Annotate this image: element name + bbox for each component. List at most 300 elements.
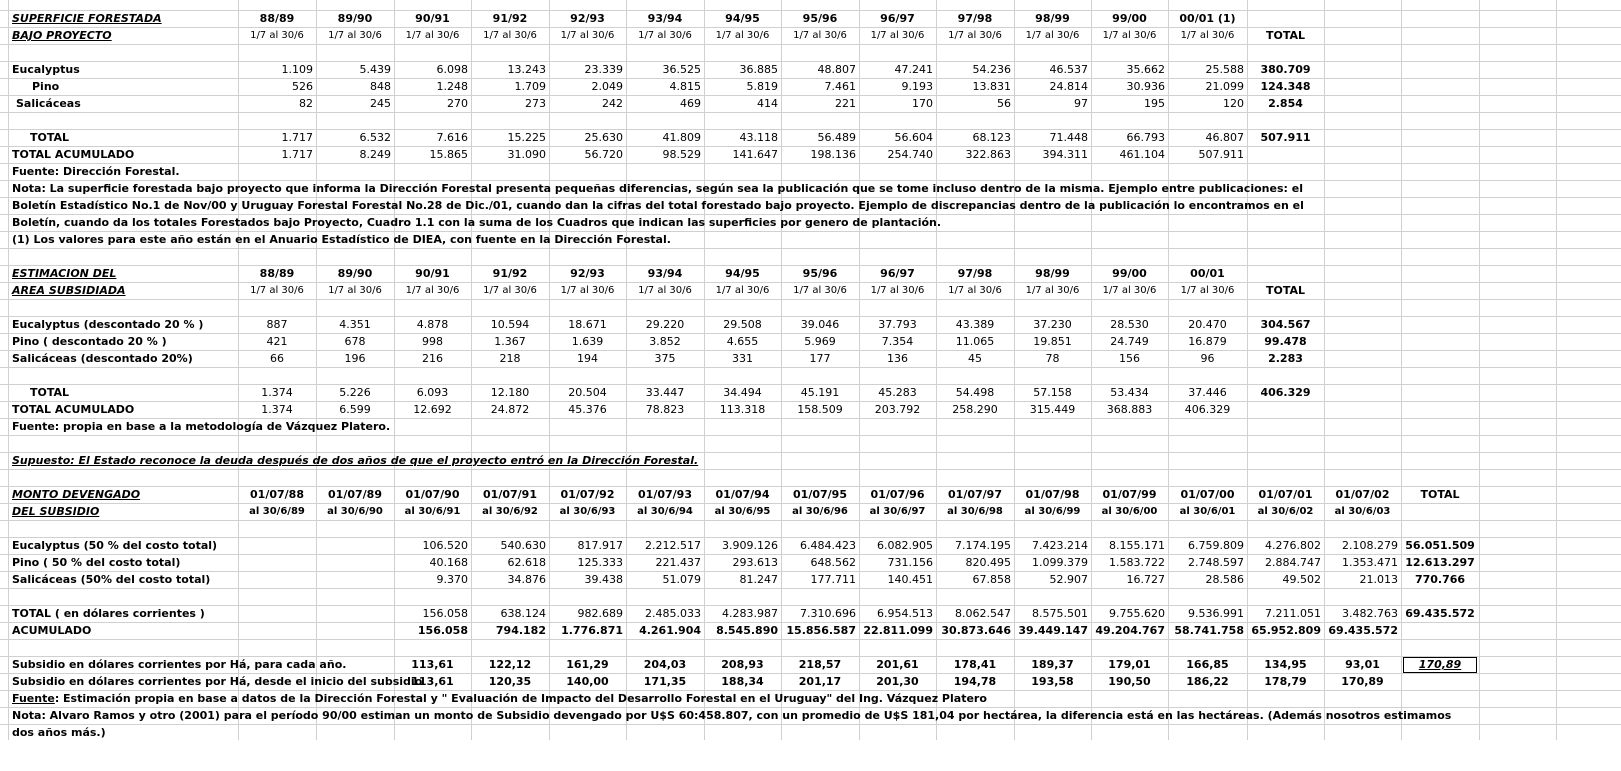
section1-cell: 48.807 (817, 63, 856, 76)
section3-from-header: 01/07/90 (405, 488, 460, 501)
section2-total-header: TOTAL (1265, 284, 1306, 297)
section1-row-total: 507.911 (1260, 131, 1311, 144)
section1-cell: 461.104 (1119, 148, 1165, 161)
section1-row-total: 2.854 (1268, 97, 1303, 110)
section2-row-total: 406.329 (1260, 386, 1311, 399)
section1-cell: 120 (1223, 97, 1244, 110)
section3-subsidy-cell: 166,85 (1186, 658, 1229, 671)
section1-cell: 198.136 (810, 148, 856, 161)
section1-cell: 54.236 (972, 63, 1011, 76)
section3-cell: 7.423.214 (1032, 539, 1088, 552)
section1-cell: 245 (370, 97, 391, 110)
section2-cell: 37.793 (878, 318, 917, 331)
section2-cell: 33.447 (645, 386, 685, 399)
section3-cell: 40.168 (429, 556, 468, 569)
section1-row-label: TOTAL (30, 131, 70, 144)
section2-row-label: Salicáceas (descontado 20%) (12, 352, 193, 365)
section2-cell: 158.509 (797, 403, 843, 416)
section1-year-header: 99/00 (1112, 12, 1147, 25)
section2-cell: 1.374 (261, 403, 293, 416)
section3-cell: 638.124 (500, 607, 546, 620)
section2-period: 1/7 al 30/6 (1180, 285, 1235, 296)
section3-cell: 22.811.099 (863, 624, 933, 637)
section3-subsidy-label: Subsidio en dólares corrientes por Há, desde el inicio del subsidio (12, 675, 423, 688)
section2-period: 1/7 al 30/6 (870, 285, 925, 296)
section3-cell: 982.689 (577, 607, 623, 620)
section2-cell: 368.883 (1106, 403, 1153, 416)
section1-year-header: 88/89 (259, 12, 295, 25)
section2-cell: 216 (422, 352, 443, 365)
section3-subsidy-cell: 201,30 (876, 675, 919, 688)
section3-cell: 51.079 (662, 573, 701, 586)
section3-from-header: 01/07/89 (328, 488, 382, 501)
section3-from-header: 01/07/96 (870, 488, 925, 501)
section1-period: 1/7 al 30/6 (715, 30, 770, 41)
section1-cell: 43.118 (739, 131, 778, 144)
section1-period: 1/7 al 30/6 (250, 30, 304, 41)
section2-cell: 5.226 (339, 386, 371, 399)
section3-row-label: Eucalyptus (50 % del costo total) (12, 539, 218, 552)
section1-cell: 322.863 (965, 148, 1011, 161)
section2-cell: 39.046 (800, 318, 840, 331)
section2-cell: 45.283 (878, 386, 917, 399)
section2-cell: 11.065 (955, 335, 995, 348)
section3-cell: 67.858 (972, 573, 1011, 586)
section3-cell: 49.204.767 (1095, 624, 1165, 637)
section1-year-header: 98/99 (1035, 12, 1070, 25)
section3-cell: 39.449.147 (1018, 624, 1088, 637)
section1-cell: 507.911 (1198, 148, 1244, 161)
section1-cell: 13.243 (507, 63, 546, 76)
section2-cell: 156 (1119, 352, 1140, 365)
section2-cell: 16.879 (1188, 335, 1227, 348)
section2-cell: 78.823 (645, 403, 685, 416)
section2-cell: 315.449 (1029, 403, 1076, 416)
section3-cell: 1.099.379 (1032, 556, 1088, 569)
section3-cell: 140.451 (887, 573, 933, 586)
section1-cell: 68.123 (972, 131, 1011, 144)
section2-row-label: TOTAL (30, 386, 70, 399)
section1-cell: 13.831 (972, 80, 1011, 93)
section1-cell: 25.588 (1205, 63, 1244, 76)
section2-row-total: 2.283 (1268, 352, 1303, 365)
section1-cell: 195 (1144, 97, 1165, 110)
section1-note: Nota: La superficie forestada bajo proyecto que informa la Dirección Forestal presenta pequeñas diferencias, según sea la publicación que se tome incluso dentro de la misma. Ejemplo entre publicaciones: el (12, 182, 1303, 195)
section1-year-header: 96/97 (880, 12, 915, 25)
section1-period: 1/7 al 30/6 (1025, 30, 1080, 41)
section2-cell: 28.530 (1110, 318, 1149, 331)
section3-subsidy-cell: 170,89 (1341, 675, 1384, 688)
section2-title: ESTIMACION DEL (12, 267, 117, 280)
section2-source: Fuente: propia en base a la metodología de Vázquez Platero. (12, 420, 391, 433)
section3-cell: 293.613 (732, 556, 778, 569)
section1-cell: 31.090 (507, 148, 546, 161)
section1-cell: 414 (757, 97, 778, 110)
section2-cell: 37.230 (1033, 318, 1072, 331)
section3-from-header: 01/07/93 (638, 488, 692, 501)
section2-cell: 678 (344, 335, 366, 348)
section3-cell: 52.907 (1049, 573, 1088, 586)
section1-row-label: Eucalyptus (12, 63, 80, 76)
section2-year-header: 88/89 (259, 267, 295, 280)
section3-cell: 2.748.597 (1188, 556, 1244, 569)
section2-year-header: 99/00 (1112, 267, 1147, 280)
section1-cell: 1.109 (281, 63, 313, 76)
section2-cell: 34.494 (723, 386, 762, 399)
section2-cell: 887 (266, 318, 288, 331)
section2-cell: 6.093 (416, 386, 449, 399)
section3-cell: 6.484.423 (800, 539, 856, 552)
section1-cell: 141.647 (732, 148, 778, 161)
section3-subsidy-cell: 194,78 (953, 675, 997, 688)
section3-cell: 9.755.620 (1109, 607, 1165, 620)
section3-row-total: 770.766 (1414, 573, 1466, 586)
section3-cell: 3.482.763 (1342, 607, 1398, 620)
section1-cell: 1.717 (281, 131, 313, 144)
section1-note: Boletín, cuando da los totales Forestados bajo Proyecto, Cuadro 1.1 con la suma de los Cuadros que indican las superficies por genero de plantación. (12, 216, 942, 229)
section2-year-header: 89/90 (337, 267, 373, 280)
section2-cell: 203.792 (874, 403, 921, 416)
section3-to-header: al 30/6/00 (1101, 506, 1158, 517)
section3-subsidy-label: Subsidio en dólares corrientes por Há, para cada año. (12, 658, 347, 671)
section2-cell: 7.354 (881, 335, 914, 348)
section1-cell: 254.740 (887, 148, 933, 161)
section3-cell: 3.909.126 (722, 539, 778, 552)
section3-cell: 9.536.991 (1188, 607, 1244, 620)
section3-cell: 817.917 (577, 539, 623, 552)
section3-from-header: 01/07/99 (1102, 488, 1157, 501)
section1-cell: 8.249 (359, 148, 391, 161)
section1-cell: 1.248 (436, 80, 468, 93)
section2-cell: 57.158 (1033, 386, 1072, 399)
section2-cell: 218 (499, 352, 521, 365)
section3-subsidy-cell: 161,29 (566, 658, 609, 671)
section1-cell: 848 (370, 80, 391, 93)
section2-cell: 45.191 (800, 386, 840, 399)
section1-period: 1/7 al 30/6 (560, 30, 615, 41)
section1-period: 1/7 al 30/6 (948, 30, 1002, 41)
section2-cell: 53.434 (1110, 386, 1149, 399)
section1-period: 1/7 al 30/6 (328, 30, 382, 41)
section3-cell: 39.438 (584, 573, 623, 586)
section3-from-header: 01/07/01 (1258, 488, 1313, 501)
section2-year-header: 93/94 (647, 267, 683, 280)
section3-subsidy-cell: 201,61 (876, 658, 919, 671)
section3-subsidy-cell: 188,34 (721, 675, 764, 688)
section3-subsidy-cell: 140,00 (566, 675, 609, 688)
section2-period: 1/7 al 30/6 (638, 285, 692, 296)
section2-row-total (1247, 401, 1324, 418)
section1-cell: 98.529 (662, 148, 701, 161)
section1-cell: 25.630 (584, 131, 623, 144)
section3-to-header: al 30/6/91 (404, 506, 461, 517)
section3-to-header: al 30/6/94 (637, 506, 693, 517)
section2-cell: 29.508 (723, 318, 762, 331)
section2-cell: 421 (266, 335, 288, 348)
section1-year-header: 93/94 (647, 12, 683, 25)
section2-row-label: TOTAL ACUMULADO (12, 403, 135, 416)
section3-cell: 125.333 (577, 556, 623, 569)
section1-period: 1/7 al 30/6 (1180, 30, 1235, 41)
section2-cell: 45 (968, 352, 982, 365)
section3-subsidy-cell: 204,03 (643, 658, 687, 671)
section1-cell: 30.936 (1126, 80, 1165, 93)
section3-cell: 30.873.646 (941, 624, 1011, 637)
section2-cell: 3.852 (649, 335, 681, 348)
section1-row-label: Pino (32, 80, 60, 93)
section2-cell: 37.446 (1188, 386, 1227, 399)
section3-cell: 69.435.572 (1328, 624, 1398, 637)
section3-note (10, 690, 987, 707)
section3-cell: 8.545.890 (716, 624, 778, 637)
section1-cell: 170 (912, 97, 933, 110)
section3-from-header: 01/07/02 (1335, 488, 1390, 501)
section1-cell: 35.662 (1126, 63, 1165, 76)
section2-cell: 96 (1200, 352, 1215, 365)
section3-cell: 58.741.758 (1174, 624, 1244, 637)
section1-cell: 5.819 (746, 80, 778, 93)
section2-cell: 194 (577, 352, 598, 365)
section2-cell: 1.374 (261, 386, 293, 399)
section1-year-header: 95/96 (802, 12, 838, 25)
section2-row-total: 99.478 (1264, 335, 1307, 348)
section1-cell: 56.720 (584, 148, 623, 161)
section3-subsidy-cell: 218,57 (798, 658, 842, 671)
section1-cell: 394.311 (1042, 148, 1088, 161)
section1-cell: 1.709 (514, 80, 546, 93)
section2-cell: 12.692 (413, 403, 452, 416)
section1-cell: 6.098 (436, 63, 468, 76)
section3-cell: 820.495 (965, 556, 1011, 569)
section3-cell: 7.211.051 (1265, 607, 1321, 620)
section1-cell: 15.865 (429, 148, 468, 161)
section2-cell: 10.594 (490, 318, 530, 331)
section3-from-header: 01/07/88 (250, 488, 304, 501)
section2-period: 1/7 al 30/6 (793, 285, 847, 296)
section2-year-header: 91/92 (492, 267, 528, 280)
section1-note: Boletín Estadístico No.1 de Nov/00 y Uruguay Forestal Forestal No.28 de Dic./01, cuando dan la cifras del total forestado bajo proyecto. Ejemplo de discrepancias dentro de la publicación lo encontramos en el (12, 199, 1304, 212)
section3-cell: 731.156 (887, 556, 933, 569)
section1-cell: 56.489 (817, 131, 856, 144)
section1-year-header: 97/98 (957, 12, 993, 25)
section1-cell: 21.099 (1205, 80, 1244, 93)
section2-cell: 20.504 (568, 386, 607, 399)
section1-cell: 7.616 (436, 131, 468, 144)
section2-period: 1/7 al 30/6 (1102, 285, 1157, 296)
section1-cell: 526 (292, 80, 313, 93)
section3-to-header: al 30/6/90 (327, 506, 383, 517)
section1-cell: 1.717 (281, 148, 313, 161)
section3-cell: 6.759.809 (1188, 539, 1244, 552)
section2-year-header: 98/99 (1035, 267, 1070, 280)
section3-subsidy-cell: 171,35 (643, 675, 687, 688)
section3-to-header: al 30/6/01 (1179, 506, 1236, 517)
section3-cell: 2.884.747 (1265, 556, 1321, 569)
section3-row-label: ACUMULADO (12, 624, 92, 637)
section2-cell: 78 (1045, 352, 1060, 365)
section3-cell: 540.630 (500, 539, 546, 552)
section3-row-label: TOTAL ( en dólares corrientes ) (12, 607, 205, 620)
section2-period: 1/7 al 30/6 (250, 285, 304, 296)
section1-period: 1/7 al 30/6 (870, 30, 925, 41)
section2-cell: 4.351 (339, 318, 371, 331)
section3-cell: 4.261.904 (639, 624, 701, 637)
section2-period: 1/7 al 30/6 (328, 285, 382, 296)
section3-cell: 6.082.905 (877, 539, 933, 552)
section3-cell: 4.283.987 (722, 607, 778, 620)
section3-cell: 156.058 (422, 607, 468, 620)
section1-cell: 270 (447, 97, 468, 110)
section1-cell: 469 (680, 97, 701, 110)
section1-cell: 273 (525, 97, 546, 110)
section2-cell: 66 (270, 352, 284, 365)
section3-row-label: Pino ( 50 % del costo total) (12, 556, 181, 569)
section1-period: 1/7 al 30/6 (793, 30, 847, 41)
section2-cell: 19.851 (1033, 335, 1072, 348)
section1-cell: 82 (299, 97, 313, 110)
section1-year-header: 00/01 (1) (1179, 12, 1236, 25)
section3-to-header: al 30/6/03 (1334, 506, 1391, 517)
section3-subsidy-total: 170,89 (1403, 657, 1477, 673)
section1-note: Fuente: Dirección Forestal. (12, 165, 180, 178)
section1-cell: 9.193 (901, 80, 933, 93)
section2-year-header: 96/97 (880, 267, 915, 280)
section3-subsidy-cell: 179,01 (1108, 658, 1151, 671)
section1-cell: 4.815 (669, 80, 701, 93)
section2-cell: 24.872 (490, 403, 530, 416)
section1-cell: 7.461 (824, 80, 856, 93)
section3-cell: 7.310.696 (800, 607, 856, 620)
section3-subsidy-cell: 122,12 (488, 658, 532, 671)
section3-cell: 2.108.279 (1342, 539, 1398, 552)
section2-cell: 54.498 (955, 386, 995, 399)
section2-cell: 5.969 (804, 335, 836, 348)
section1-cell: 56.604 (894, 131, 933, 144)
section3-cell: 794.182 (495, 624, 546, 637)
section3-subsidy-cell: 120,35 (488, 675, 532, 688)
section1-row-label: TOTAL ACUMULADO (12, 148, 135, 161)
section3-to-header: al 30/6/02 (1257, 506, 1314, 517)
section3-to-header: al 30/6/97 (869, 506, 926, 517)
section3-cell: 8.155.171 (1109, 539, 1165, 552)
section2-year-header: 95/96 (802, 267, 838, 280)
section2-cell: 43.389 (955, 318, 995, 331)
section1-cell: 36.525 (662, 63, 701, 76)
section3-from-header: 01/07/97 (948, 488, 1002, 501)
section2-cell: 4.878 (416, 318, 449, 331)
section2-cell: 18.671 (568, 318, 607, 331)
section3-subsidy-cell: 178,41 (953, 658, 997, 671)
section3-subsidy-cell: 186,22 (1186, 675, 1229, 688)
section3-cell: 7.174.195 (955, 539, 1011, 552)
section2-cell: 45.376 (568, 403, 607, 416)
section2-period: 1/7 al 30/6 (715, 285, 770, 296)
section2-row-total: 304.567 (1260, 318, 1311, 331)
section3-row-total: 56.051.509 (1405, 539, 1475, 552)
section3-cell: 81.247 (739, 573, 778, 586)
section3-row-total: 12.613.297 (1405, 556, 1475, 569)
section2-cell: 20.470 (1188, 318, 1227, 331)
section3-cell: 16.727 (1126, 573, 1165, 586)
section1-cell: 66.793 (1126, 131, 1165, 144)
section2-year-header: 00/01 (1190, 267, 1225, 280)
section3-cell: 1.776.871 (561, 624, 623, 637)
section3-from-header: 01/07/95 (793, 488, 847, 501)
section1-year-header: 92/93 (570, 12, 605, 25)
section3-cell: 1.353.471 (1342, 556, 1398, 569)
section2-cell: 1.367 (494, 335, 526, 348)
section2-year-header: 97/98 (957, 267, 993, 280)
section1-total-header: TOTAL (1265, 29, 1306, 42)
section2-subtitle: AREA SUBSIDIADA (12, 284, 126, 297)
section3-subsidy-cell: 178,79 (1264, 675, 1307, 688)
section1-cell: 56 (997, 97, 1011, 110)
section3-subtitle: DEL SUBSIDIO (12, 505, 100, 518)
section3-subsidy-cell: 193,58 (1031, 675, 1074, 688)
section2-cell: 331 (732, 352, 753, 365)
section3-subsidy-cell: 93,01 (1345, 658, 1380, 671)
section3-subsidy-cell: 201,17 (798, 675, 842, 688)
section3-subsidy-cell: 189,37 (1031, 658, 1074, 671)
section3-subsidy-cell: 134,95 (1264, 658, 1307, 671)
section1-subtitle: BAJO PROYECTO (12, 29, 112, 42)
section2-year-header: 94/95 (725, 267, 760, 280)
section2-cell: 998 (422, 335, 443, 348)
section3-to-header: al 30/6/98 (947, 506, 1003, 517)
section2-cell: 136 (887, 352, 908, 365)
section3-to-header: al 30/6/89 (249, 506, 305, 517)
section2-cell: 258.290 (952, 403, 998, 416)
section1-row-total: 124.348 (1260, 80, 1311, 93)
section3-cell: 648.562 (810, 556, 856, 569)
section2-cell: 406.329 (1184, 403, 1231, 416)
section1-cell: 23.339 (584, 63, 623, 76)
section1-row-total (1247, 146, 1324, 163)
section2-year-header: 90/91 (415, 267, 450, 280)
section1-period: 1/7 al 30/6 (405, 30, 460, 41)
section1-row-label: Salicáceas (16, 97, 81, 110)
section2-year-header: 92/93 (570, 267, 605, 280)
section2-period: 1/7 al 30/6 (948, 285, 1002, 296)
section3-note-prefix: Fuente (12, 692, 55, 705)
section3-to-header: al 30/6/92 (482, 506, 538, 517)
section3-to-header: al 30/6/93 (559, 506, 616, 517)
section2-cell: 12.180 (490, 386, 530, 399)
section1-year-header: 89/90 (337, 12, 373, 25)
section3-cell: 21.013 (1359, 573, 1398, 586)
section3-cell: 65.952.809 (1251, 624, 1321, 637)
section3-row-label: Salicáceas (50% del costo total) (12, 573, 211, 586)
section3-cell: 8.575.501 (1032, 607, 1088, 620)
section2-period: 1/7 al 30/6 (483, 285, 537, 296)
section2-cell: 4.655 (726, 335, 759, 348)
section1-cell: 15.225 (507, 131, 546, 144)
section3-cell: 62.618 (507, 556, 546, 569)
section1-row-total: 380.709 (1260, 63, 1311, 76)
section1-cell: 71.448 (1049, 131, 1088, 144)
section1-cell: 36.885 (739, 63, 778, 76)
section1-note: (1) Los valores para este año están en el Anuario Estadístico de DIEA, con fuente en la Dirección Forestal. (12, 233, 671, 246)
section1-year-header: 94/95 (725, 12, 760, 25)
section3-cell: 9.370 (436, 573, 468, 586)
section1-period: 1/7 al 30/6 (1102, 30, 1157, 41)
section3-note-rest: : Estimación propia en base a datos de la Dirección Forestal y " Evaluación de Impacto del Desarrollo Forestal en el Uruguay" del Ing. Vázquez Platero (54, 692, 987, 705)
section3-title: MONTO DEVENGADO (12, 488, 141, 501)
section2-cell: 177 (809, 352, 831, 365)
section1-period: 1/7 al 30/6 (638, 30, 692, 41)
section3-subsidy-cell: 208,93 (721, 658, 764, 671)
section3-subsidy-cell: 190,50 (1108, 675, 1151, 688)
